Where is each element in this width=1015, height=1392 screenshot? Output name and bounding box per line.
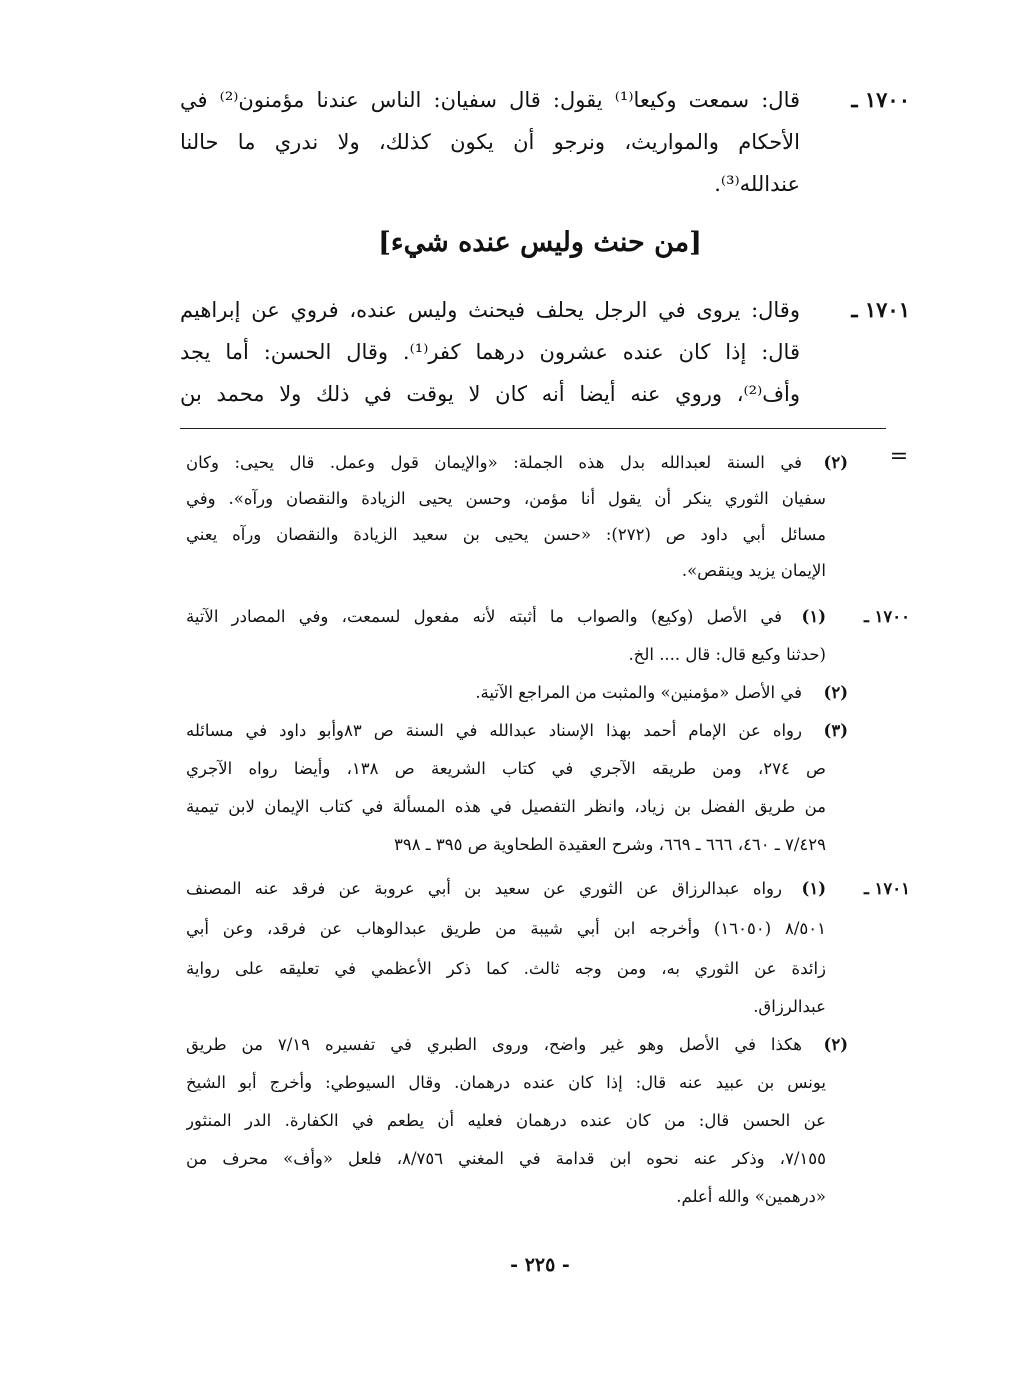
footnote-label: (٣)	[823, 721, 848, 740]
footnote-line: في الأصل (وكيع) والصواب ما أثبته لأنه مفعول لسمعت، وفي المصادر الآتية	[186, 607, 782, 626]
entry-1701-line-1: وقال: يروى في الرجل يحلف فيحنث وليس عنده، فروي عن إبراهيم	[180, 298, 800, 322]
footnote-label: (١)	[801, 607, 826, 626]
footnote-group-number-1701: ١٧٠١ ـ	[863, 879, 910, 898]
entry-1700-line-1: قال: سمعت وكيعا⁽¹⁾ يقول: قال سفيان: الناس عندنا مؤمنون⁽²⁾ في	[180, 88, 800, 112]
footnote-line: مسائل أبي داود ص (٢٧٢): «حسن يحيى بن سعيد الزيادة والنقصان ورآه يعني	[186, 525, 826, 544]
footnote-line: ٧/٤٢٩ ـ ٤٦٠، ٦٦٦ ـ ٦٦٩، وشرح العقيدة الطحاوية ص ٣٩٥ ـ ٣٩٨	[393, 835, 826, 854]
footnote-line: في الأصل «مؤمنين» والمثبت من المراجع الآتية.	[475, 683, 802, 702]
footnote-group-number-1700: ١٧٠٠ ـ	[863, 607, 910, 626]
footnote-line: (حدثنا وكيع قال: قال .... الخ.	[628, 645, 826, 664]
footnote-line: يونس بن عبيد عنه قال: إذا كان عنده درهمان. وقال السيوطي: وأخرج أبو الشيخ	[186, 1073, 826, 1092]
entry-1700-line-3: عندالله⁽³⁾.	[714, 172, 800, 196]
entry-1701-line-3: وأف⁽²⁾، وروي عنه أيضا أنه كان لا يوقت في ذلك ولا محمد بن	[180, 382, 800, 406]
footnote-line: ص ٢٧٤، ومن طريقه الآجري في كتاب الشريعة ص ١٣٨، وأيضا رواه الآجري	[186, 759, 826, 778]
footnote-line: في السنة لعبدالله بدل هذه الجملة: «والإيمان قول وعمل. قال يحيى: وكان	[186, 453, 802, 472]
entry-number-1701: ١٧٠١ ـ	[851, 297, 910, 322]
footnote-separator	[180, 428, 886, 429]
footnote-line: عبدالرزاق.	[753, 997, 826, 1016]
footnote-label: (١)	[801, 879, 826, 898]
footnote-line: رواه عن الإمام أحمد بهذا الإسناد عبدالله في السنة ص ٨٣وأبو داود في مسائله	[186, 721, 802, 740]
footnote-label: (٢)	[823, 1035, 848, 1054]
footnote-line: هكذا في الأصل وهو غير واضح، وروى الطبري في تفسيره ٧/١٩ من طريق	[186, 1035, 802, 1054]
section-title: [من حنث وليس عنده شيء]	[378, 227, 702, 258]
footnote-line: «درهمين» والله أعلم.	[676, 1187, 826, 1206]
continuation-mark: =	[889, 444, 909, 469]
entry-number-1700: ١٧٠٠ ـ	[851, 87, 910, 112]
footnote-line: زائدة عن الثوري به، ومن وجه ثالث. كما ذكر الأعظمي في تعليقه على رواية	[186, 959, 826, 978]
footnote-line: سفيان الثوري ينكر أن يقول أنا مؤمن، وحسن يحيى الزيادة والنقصان ورآه». وفي	[186, 489, 826, 508]
page-number: - ٢٢٥ -	[510, 1254, 570, 1276]
footnote-line: من طريق الفضل بن زياد، وانظر التفصيل في هذه المسألة في كتاب الإيمان لابن تيمية	[186, 797, 826, 816]
footnote-line: ٨/٥٠١ (١٦٠٥٠) وأخرجه ابن أبي شيبة من طريق عبدالوهاب عن فرقد، وعن أبي	[186, 919, 826, 938]
footnote-line: رواه عبدالرزاق عن الثوري عن سعيد بن أبي عروبة عن فرقد عنه المصنف	[186, 879, 782, 898]
footnote-line: الإيمان يزيد وينقص».	[681, 561, 826, 580]
footnote-line: ٧/١٥٥، وذكر عنه نحوه ابن قدامة في المغني ٨/٧٥٦، فلعل «وأف» محرف من	[186, 1149, 826, 1168]
footnote-label: (٢)	[823, 683, 848, 702]
footnote-line: عن الحسن قال: من كان عنده درهمان فعليه أن يطعم في الكفارة. الدر المنثور	[186, 1111, 826, 1130]
entry-1701-line-2: قال: إذا كان عنده عشرون درهما كفر⁽¹⁾. وقال الحسن: أما يجد	[180, 340, 800, 364]
entry-1700-line-2: الأحكام والمواريث، ونرجو أن يكون كذلك، ولا ندري ما حالنا	[180, 130, 800, 154]
footnote-label: (٢)	[823, 453, 848, 472]
